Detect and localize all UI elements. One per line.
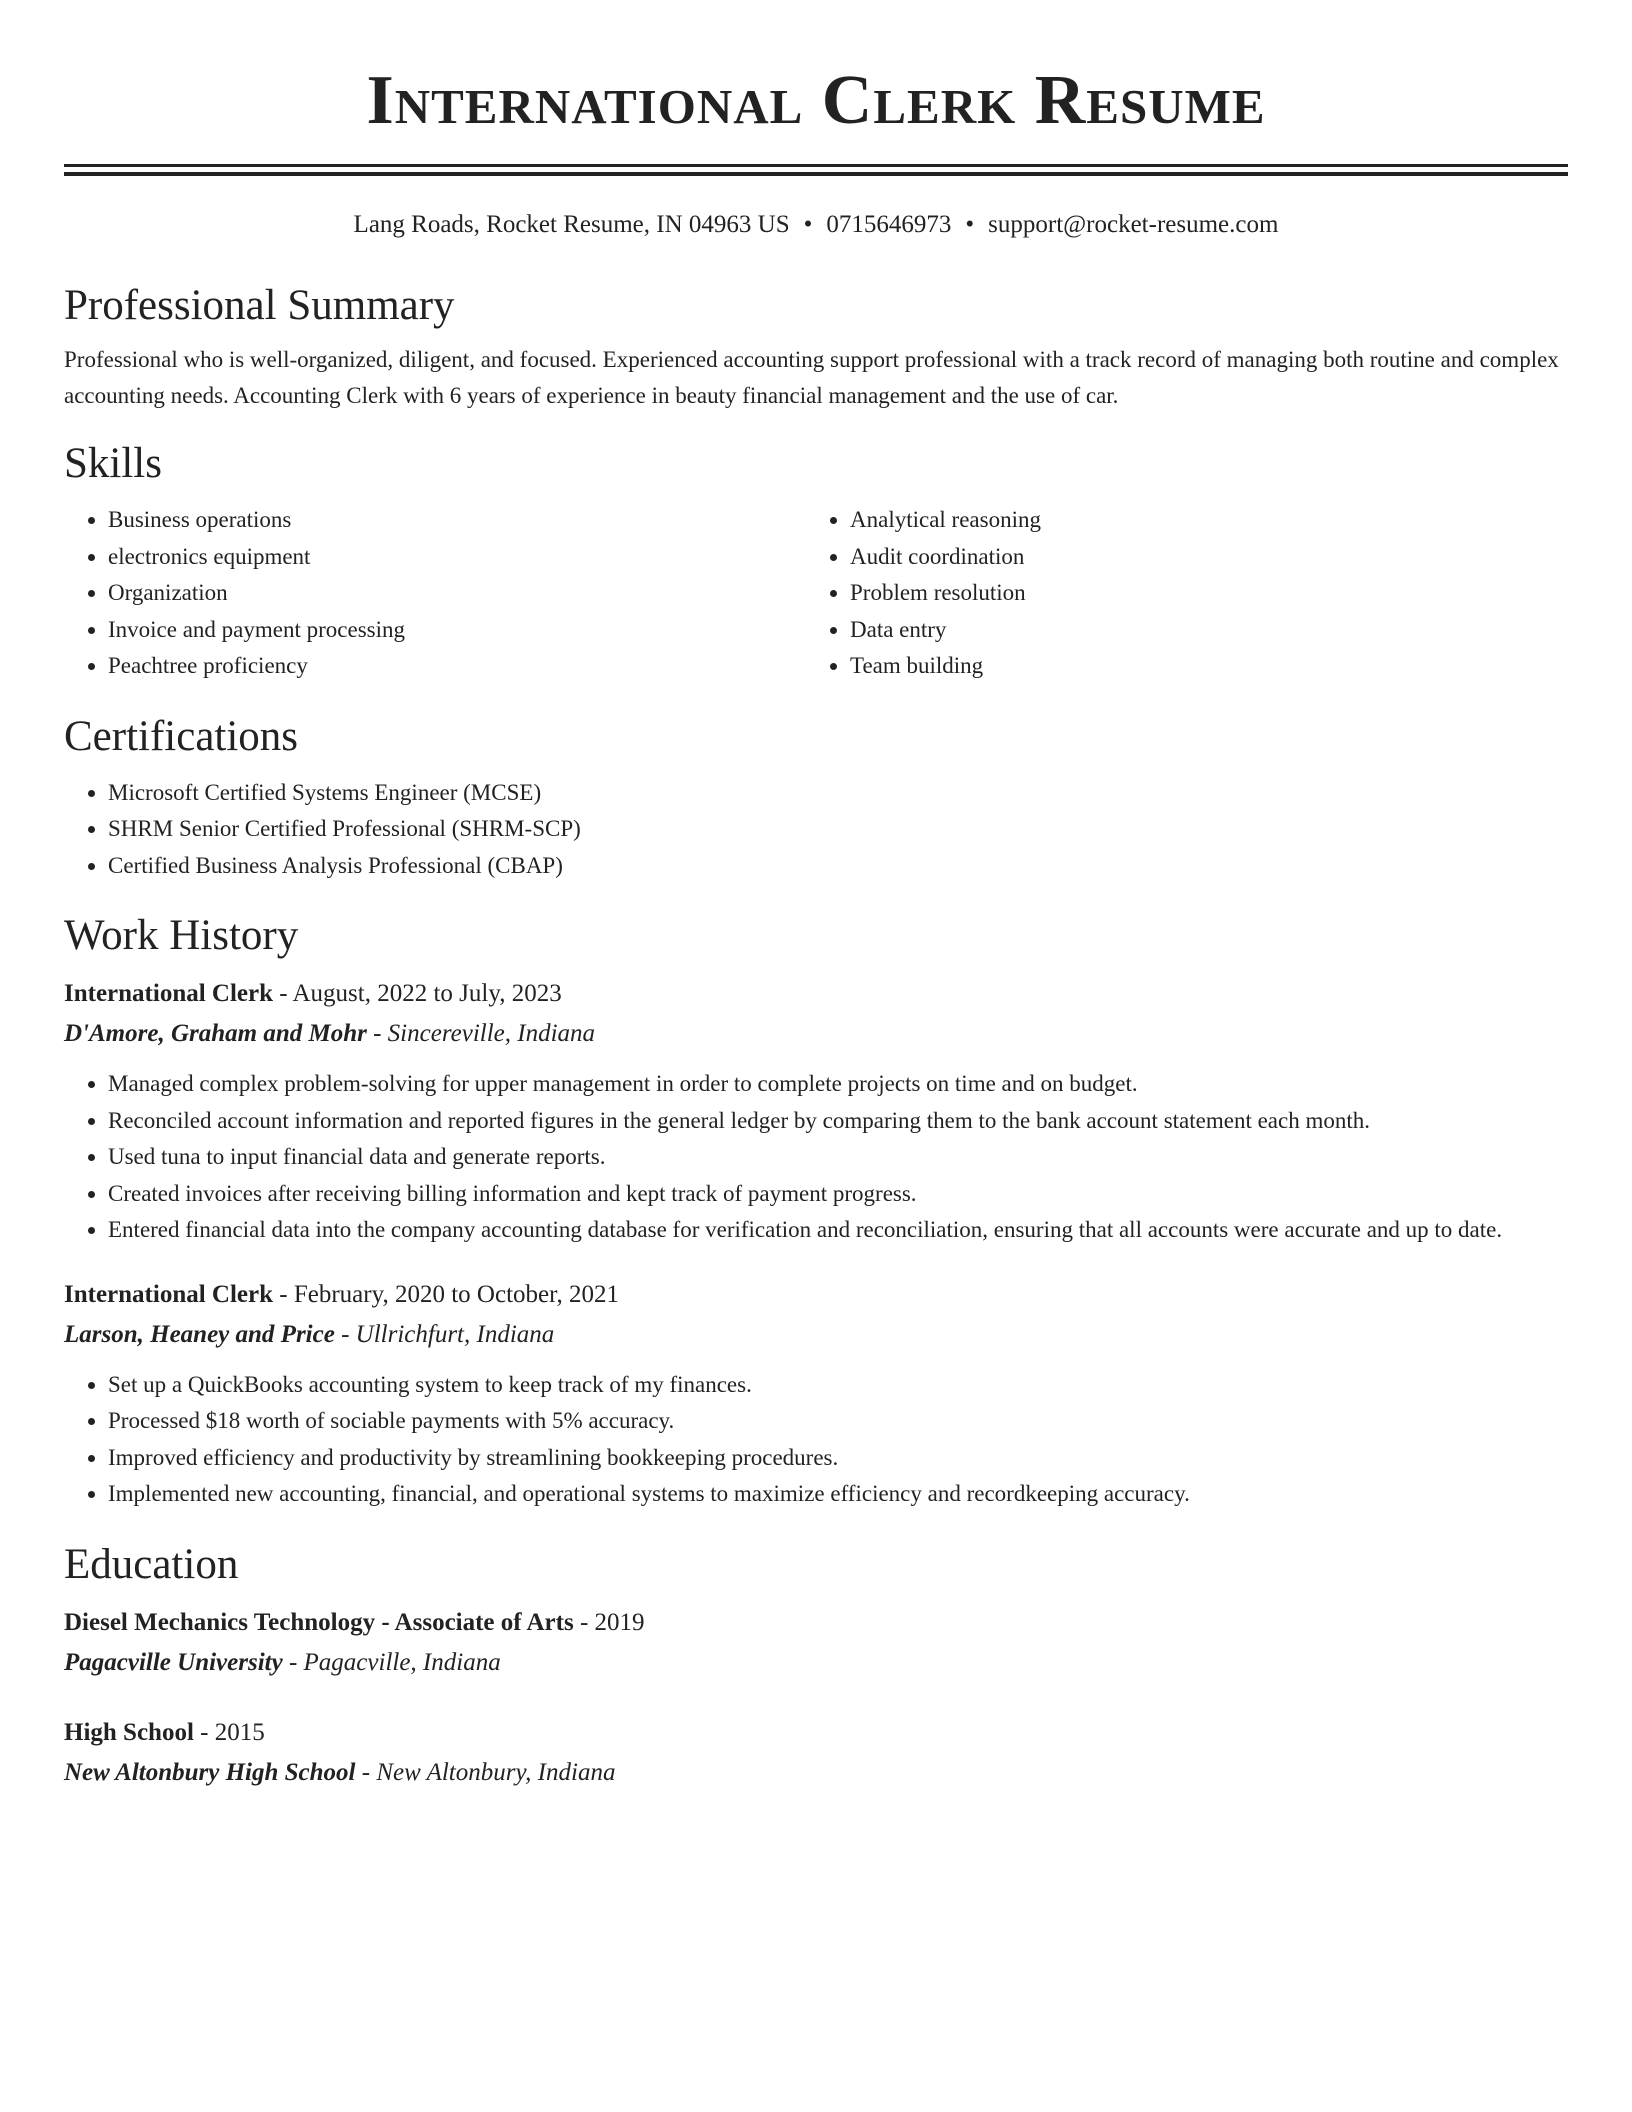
contact-line	[64, 208, 1568, 242]
skill-item: • Problem resolution	[850, 575, 1548, 612]
skill-item: • Invoice and payment processing	[108, 612, 806, 649]
job-entry	[64, 1275, 1568, 1513]
job-company-line	[64, 1014, 1568, 1054]
job-title-line	[64, 1275, 1568, 1315]
job-company: D'Amore, Graham and Mohr	[64, 1020, 367, 1047]
job-bullet: • Reconciled account information and reported figures in the general ledger by comparing them to the bank account statement each month.	[108, 1103, 1568, 1140]
job-dates: - August, 2022 to July, 2023	[273, 980, 562, 1007]
skill-item: • Data entry	[850, 612, 1548, 649]
education-degree: High School	[64, 1718, 194, 1746]
skill-item: • Organization	[108, 575, 806, 612]
skill-item: • electronics equipment	[108, 539, 806, 576]
education-school: Pagacville University	[64, 1648, 283, 1676]
job-bullet: • Improved efficiency and productivity by streamlining bookkeeping procedures.	[108, 1440, 1568, 1477]
skills-list-left	[64, 502, 806, 685]
summary-text: Professional who is well-organized, diligent, and focused. Experienced accounting support professional with a track record of managing both routine and complex accounting needs. Accounting Clerk with 6 years of experience in beauty financial management and the use of car.	[64, 347, 1559, 408]
job-bullet: • Entered financial data into the company accounting database for verification and reconciliation, ensuring that all accounts were accurate and up to date.	[108, 1212, 1568, 1249]
education-school-line	[64, 1643, 1568, 1683]
job-title: International Clerk	[64, 1280, 274, 1308]
education-entry	[64, 1603, 1568, 1683]
skill-item: • Team building	[850, 648, 1548, 685]
education-degree-line	[64, 1603, 1568, 1643]
job-bullets	[64, 1066, 1568, 1249]
skills-column-left	[64, 502, 806, 685]
job-location: - Ullrichfurt, Indiana	[334, 1320, 555, 1348]
job-company: Larson, Heaney and Price	[64, 1320, 335, 1348]
certifications-list	[64, 775, 1568, 885]
job-title: International Clerk	[64, 980, 274, 1007]
job-bullet: • Managed complex problem-solving for upper management in order to complete projects on time and on budget.	[108, 1066, 1568, 1103]
title-divider-bottom	[64, 172, 1568, 176]
education-degree: Diesel Mechanics Technology - Associate of Arts	[64, 1608, 574, 1636]
contact-separator: •	[803, 211, 813, 238]
section-heading-skills: Skills	[64, 440, 162, 487]
education-entry	[64, 1713, 1568, 1793]
resume-title: International Clerk Resume	[366, 62, 1266, 139]
education-school-line	[64, 1753, 1568, 1793]
job-company-line	[64, 1315, 1568, 1355]
job-entry	[64, 974, 1568, 1249]
skills-column-right	[806, 502, 1548, 685]
contact-phone: 0715646973	[826, 211, 952, 238]
education-year: - 2019	[573, 1608, 645, 1636]
title-divider-top	[64, 164, 1568, 167]
contact-email: support@rocket-resume.com	[988, 211, 1279, 238]
certification-item: • Certified Business Analysis Professional (CBAP)	[108, 848, 1568, 885]
job-bullet: • Used tuna to input financial data and generate reports.	[108, 1139, 1568, 1176]
skills-columns	[64, 502, 1568, 685]
education-school: New Altonbury High School	[64, 1758, 356, 1786]
job-bullet: • Processed $18 worth of sociable payments with 5% accuracy.	[108, 1403, 1568, 1440]
contact-address: Lang Roads, Rocket Resume, IN 04963 US	[353, 211, 790, 238]
skill-item: • Analytical reasoning	[850, 502, 1548, 539]
job-bullets	[64, 1367, 1568, 1513]
skill-item: • Audit coordination	[850, 539, 1548, 576]
skill-item: • Peachtree proficiency	[108, 648, 806, 685]
education-year: - 2015	[193, 1718, 265, 1746]
skills-list-right	[806, 502, 1548, 685]
contact-separator: •	[965, 211, 975, 238]
skill-item: • Business operations	[108, 502, 806, 539]
section-heading-summary: Professional Summary	[64, 282, 455, 329]
certification-item: • Microsoft Certified Systems Engineer (MCSE)	[108, 775, 1568, 812]
job-bullet: • Created invoices after receiving billing information and kept track of payment progress.	[108, 1176, 1568, 1213]
job-bullet: • Implemented new accounting, financial, and operational systems to maximize efficiency and recordkeeping accuracy.	[108, 1476, 1568, 1513]
certification-item: • SHRM Senior Certified Professional (SHRM-SCP)	[108, 811, 1568, 848]
education-location: - New Altonbury, Indiana	[355, 1758, 616, 1786]
job-location: - Sincereville, Indiana	[366, 1020, 596, 1047]
job-bullet: • Set up a QuickBooks accounting system to keep track of my finances.	[108, 1367, 1568, 1404]
education-location: - Pagacville, Indiana	[282, 1648, 501, 1676]
education-degree-line	[64, 1713, 1568, 1753]
section-heading-education: Education	[64, 1540, 239, 1588]
job-title-line	[64, 974, 1568, 1014]
section-heading-work-history: Work History	[64, 912, 299, 959]
section-heading-certifications: Certifications	[64, 712, 299, 760]
job-dates: - February, 2020 to October, 2021	[273, 1280, 619, 1308]
